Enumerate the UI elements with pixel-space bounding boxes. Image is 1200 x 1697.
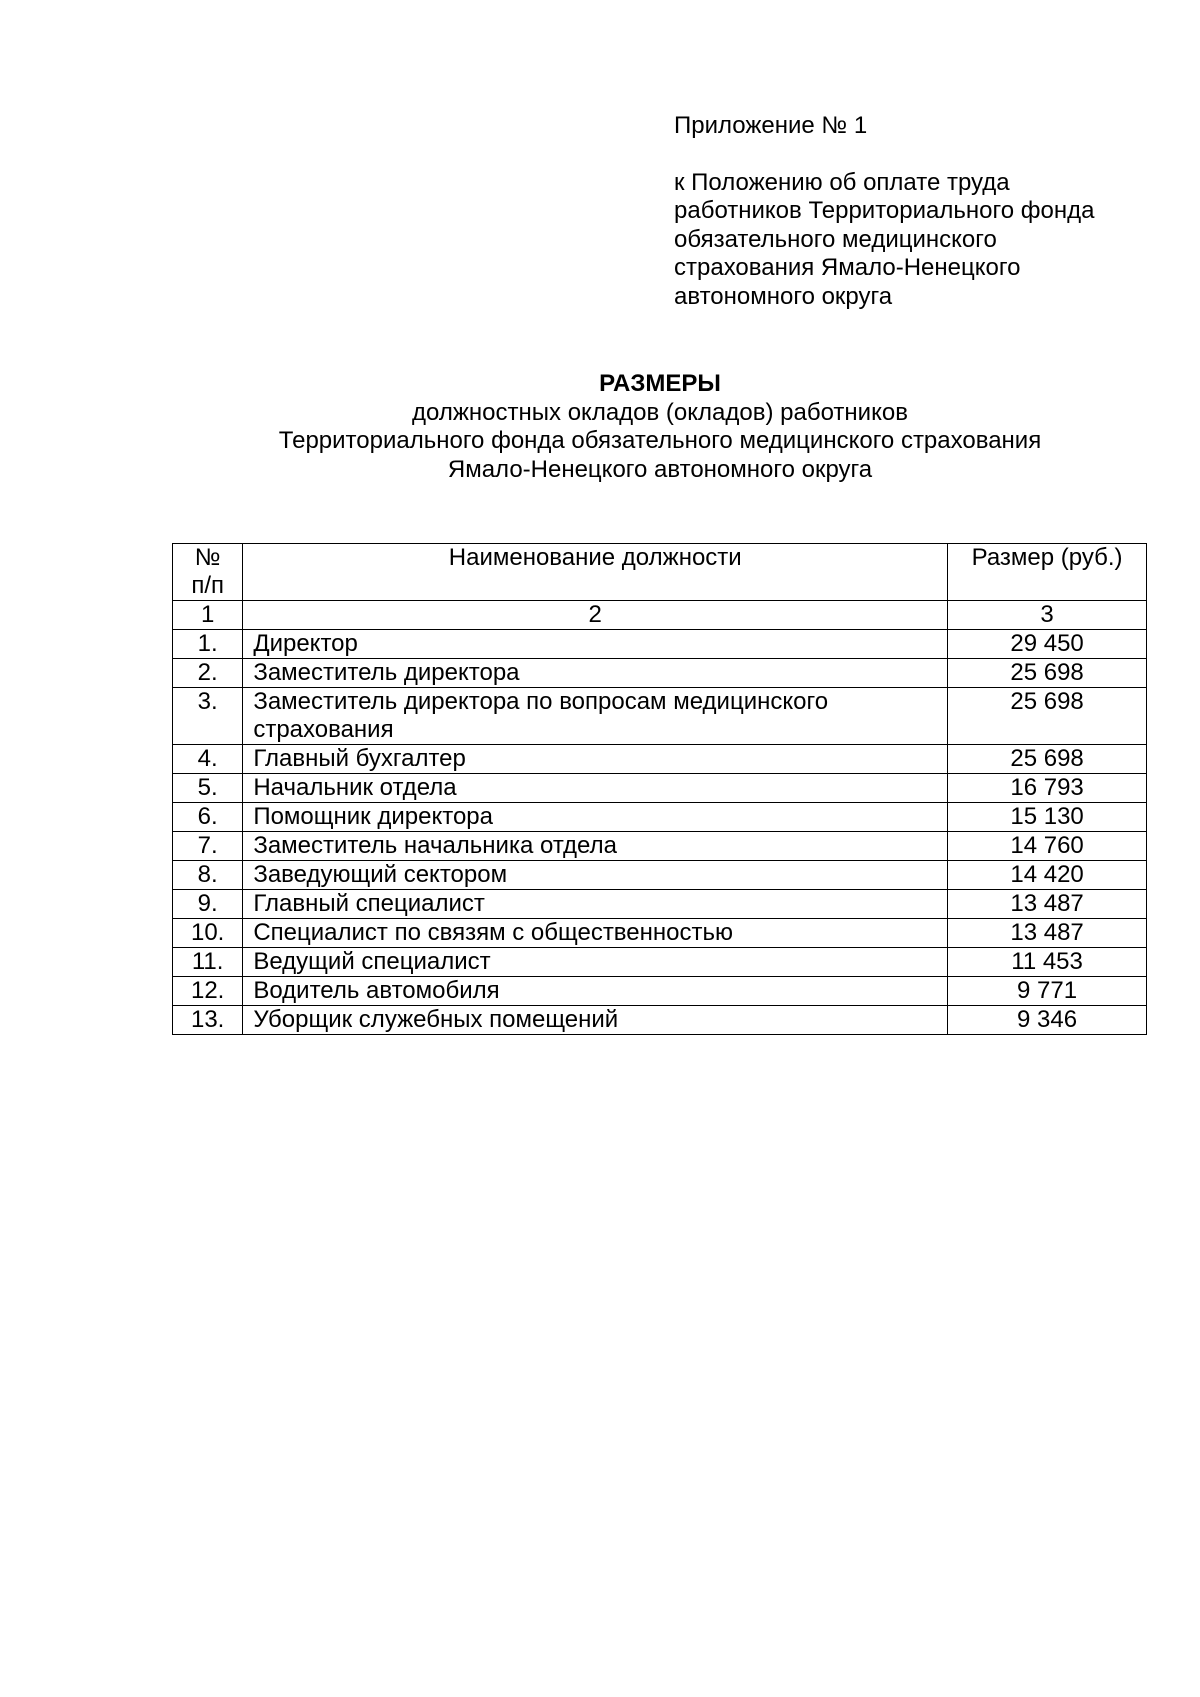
table-row	[173, 659, 1147, 688]
appendix-block	[674, 112, 1154, 311]
row-number: 5.	[173, 774, 243, 803]
position-name: Главный бухгалтер	[243, 745, 948, 774]
salary-amount: 25 698	[948, 659, 1147, 688]
salary-amount: 29 450	[948, 630, 1147, 659]
position-name: Заместитель директора по вопросам медицинского страхования	[243, 688, 948, 745]
salary-amount: 13 487	[948, 890, 1147, 919]
row-number: 9.	[173, 890, 243, 919]
position-name: Начальник отдела	[243, 774, 948, 803]
salary-amount: 9 346	[948, 1006, 1147, 1035]
position-name: Уборщик служебных помещений	[243, 1006, 948, 1035]
position-name: Водитель автомобиля	[243, 977, 948, 1006]
column-number: 3	[948, 601, 1147, 630]
appendix-reference: к Положению об оплате труда работников Территориального фонда обязательного медицинского страхования Ямало-Ненецкого автономного округа	[674, 168, 1095, 310]
salary-amount: 9 771	[948, 977, 1147, 1006]
table-row	[173, 861, 1147, 890]
header-num: № п/п	[173, 544, 243, 601]
row-number: 10.	[173, 919, 243, 948]
column-number: 2	[243, 601, 948, 630]
column-number: 1	[173, 601, 243, 630]
document-heading	[150, 370, 1170, 484]
salary-amount: 16 793	[948, 774, 1147, 803]
salary-amount: 13 487	[948, 919, 1147, 948]
header-size: Размер (руб.)	[948, 544, 1147, 601]
row-number: 3.	[173, 688, 243, 745]
table-row	[173, 688, 1147, 745]
table-row	[173, 745, 1147, 774]
row-number: 4.	[173, 745, 243, 774]
row-number: 1.	[173, 630, 243, 659]
position-name: Директор	[243, 630, 948, 659]
position-name: Заместитель начальника отдела	[243, 832, 948, 861]
table-row	[173, 832, 1147, 861]
row-number: 7.	[173, 832, 243, 861]
header-name: Наименование должности	[243, 544, 948, 601]
salary-amount: 25 698	[948, 745, 1147, 774]
table-row	[173, 803, 1147, 832]
salary-table	[172, 543, 1147, 1035]
row-number: 11.	[173, 948, 243, 977]
position-name: Заведующий сектором	[243, 861, 948, 890]
row-number: 8.	[173, 861, 243, 890]
salary-amount: 11 453	[948, 948, 1147, 977]
column-number-row	[173, 601, 1147, 630]
table-row	[173, 774, 1147, 803]
table-row	[173, 890, 1147, 919]
position-name: Специалист по связям с общественностью	[243, 919, 948, 948]
salary-amount: 15 130	[948, 803, 1147, 832]
row-number: 12.	[173, 977, 243, 1006]
row-number: 2.	[173, 659, 243, 688]
table-header-row	[173, 544, 1147, 601]
appendix-number: Приложение № 1	[674, 112, 868, 139]
position-name: Ведущий специалист	[243, 948, 948, 977]
row-number: 6.	[173, 803, 243, 832]
position-name: Заместитель директора	[243, 659, 948, 688]
salary-amount: 14 760	[948, 832, 1147, 861]
table-row	[173, 977, 1147, 1006]
table-row	[173, 1006, 1147, 1035]
row-number: 13.	[173, 1006, 243, 1035]
salary-amount: 14 420	[948, 861, 1147, 890]
table-row	[173, 919, 1147, 948]
salary-table-body	[173, 630, 1147, 1035]
salary-amount: 25 698	[948, 688, 1147, 745]
document-subtitle: должностных окладов (окладов) работников Территориального фонда обязательного медицинского страхования Ямало-Ненецкого автономного округа	[278, 398, 1042, 483]
table-row	[173, 630, 1147, 659]
document-title: РАЗМЕРЫ	[599, 370, 721, 397]
table-row	[173, 948, 1147, 977]
position-name: Помощник директора	[243, 803, 948, 832]
position-name: Главный специалист	[243, 890, 948, 919]
